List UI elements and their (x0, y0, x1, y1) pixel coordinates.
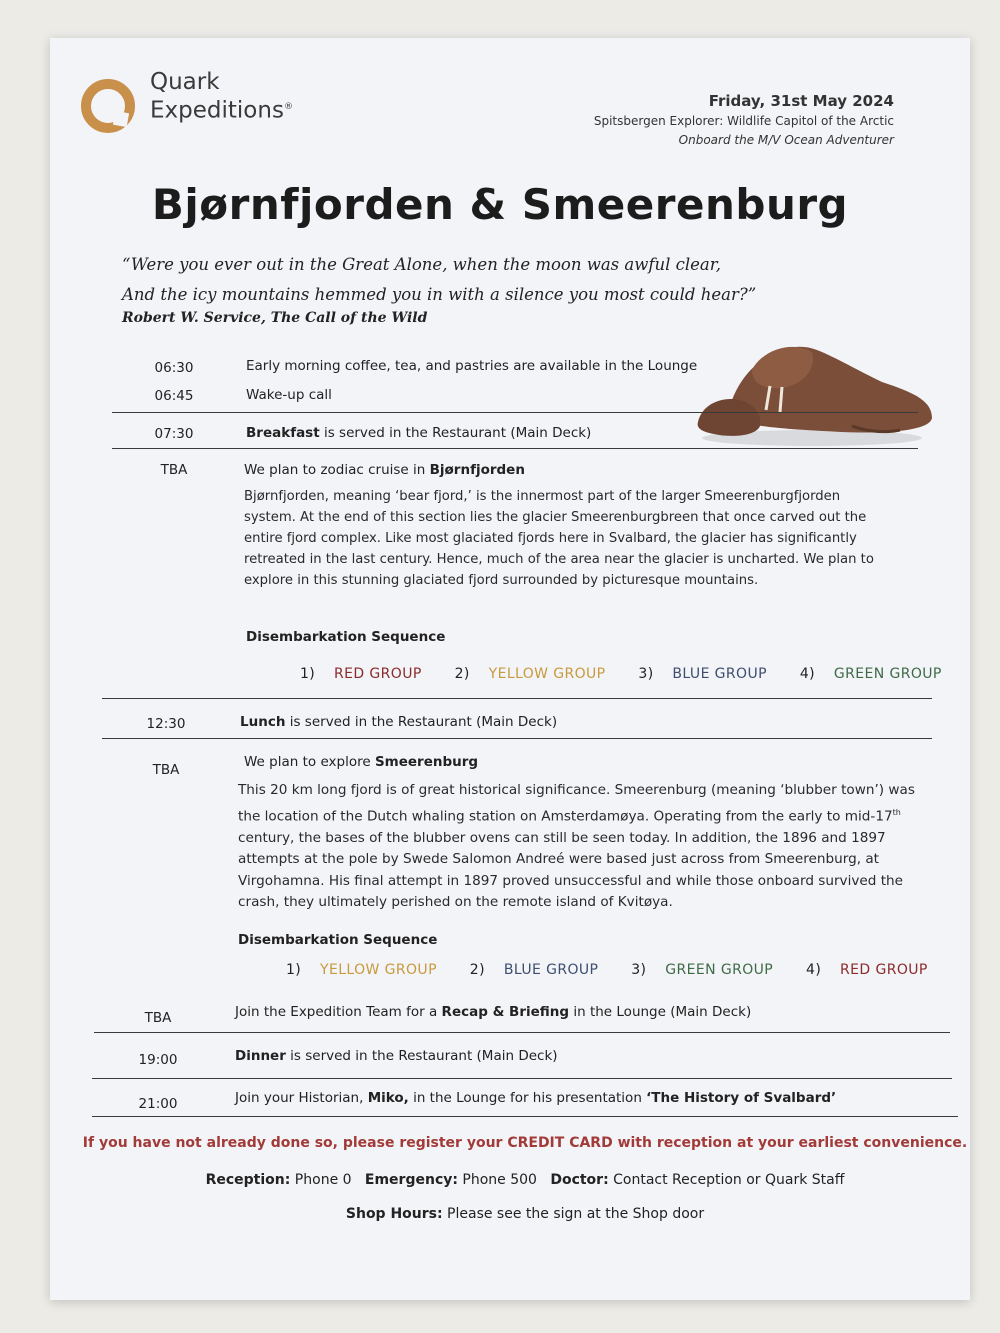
event-coffee: Early morning coffee, tea, and pastries are available in the Lounge (246, 358, 698, 374)
group-blue-label: BLUE GROUP (672, 666, 767, 682)
cruise-place: Bjørnfjorden (429, 462, 525, 478)
contact-info (0, 1172, 1000, 1188)
time-coffee: 06:30 (154, 360, 194, 376)
event-lunch (240, 714, 557, 730)
historian-name: Miko, (367, 1090, 409, 1106)
quark-logo-icon (78, 76, 138, 136)
group-yellow-label: YELLOW GROUP (320, 962, 437, 978)
group-item: 3) GREEN GROUP (631, 962, 774, 978)
credit-card-notice: If you have not already done so, please register your CREDIT CARD with reception at your earliest convenience. (82, 1135, 968, 1151)
reception-label: Reception: (205, 1172, 291, 1188)
page-title: Bjørnfjorden & Smeerenburg (151, 180, 849, 229)
brand-registered: ® (283, 102, 293, 112)
explore-sequence-title: Disembarkation Sequence (238, 932, 438, 948)
lunch-text: is served in the Restaurant (Main Deck) (285, 714, 558, 730)
breakfast-label: Breakfast (246, 425, 320, 441)
divider (112, 412, 918, 413)
shop-hours (0, 1206, 1000, 1222)
cruise-description: Bjørnfjorden, meaning ‘bear fjord,’ is the innermost part of the larger Smeerenburgfjorden system. At the end of this section lies the glacier Smeerenburgbreen that once carved out the entire fjord complex. Like most glaciated fjords here in Svalbard, the glacier has significantly retreated in the last century. Hence, much of the area near the glacier is uncharted. We plan to explore in this stunning glaciated fjord surrounded by picturesque mountains. (244, 489, 874, 588)
trip-name: Spitsbergen Explorer: Wildlife Capitol of the Arctic (593, 114, 894, 128)
emergency-value: Phone 500 (457, 1172, 537, 1188)
time-breakfast: 07:30 (154, 426, 194, 442)
group-blue-label: BLUE GROUP (503, 962, 599, 978)
presentation-title: ‘The History of Svalbard’ (646, 1090, 837, 1106)
event-dinner: Dinner is served in the Restaurant (Main Deck) (235, 1048, 558, 1064)
explore-lead: We plan to explore (244, 754, 375, 770)
group-item: 4) GREEN GROUP (799, 666, 942, 682)
group-yellow-label: YELLOW GROUP (488, 666, 606, 682)
time-recap: TBA (144, 1010, 172, 1026)
group-green-label: GREEN GROUP (833, 666, 942, 682)
recap-label: Recap & Briefing (441, 1004, 570, 1020)
dinner-label: Dinner (235, 1048, 286, 1064)
time-wakeup: 06:45 (154, 388, 194, 404)
walrus-image (692, 330, 940, 448)
group-item: 1) YELLOW GROUP (286, 962, 437, 978)
group-item: 2) BLUE GROUP (469, 962, 599, 978)
group-green-label: GREEN GROUP (665, 962, 774, 978)
cruise-sequence-title: Disembarkation Sequence (246, 629, 446, 645)
brand-name (150, 70, 293, 124)
time-talk: 21:00 (138, 1096, 178, 1112)
time-dinner: 19:00 (138, 1052, 178, 1068)
time-explore: TBA (152, 762, 180, 778)
group-item: 2) YELLOW GROUP (454, 666, 606, 682)
explore-place: Smeerenburg (374, 754, 479, 770)
divider (102, 698, 932, 699)
group-item: 3) BLUE GROUP (638, 666, 767, 682)
event-cruise (244, 462, 525, 478)
doctor-label: Doctor: (550, 1172, 609, 1188)
explore-group-list (286, 962, 956, 978)
time-cruise: TBA (160, 462, 188, 478)
quote-author: Robert W. Service, The Call of the Wild (122, 310, 428, 326)
quote-line-1: “Were you ever out in the Great Alone, when the moon was awful clear, (122, 255, 722, 274)
divider (92, 1116, 958, 1117)
brand-line-2: Expeditions (150, 97, 284, 124)
cruise-lead: We plan to zodiac cruise in (244, 462, 430, 478)
divider (92, 1078, 952, 1079)
shop-value: Please see the sign at the Shop door (442, 1206, 705, 1222)
quote-line-2: And the icy mountains hemmed you in with a silence you most could hear?” (122, 285, 757, 304)
time-lunch: 12:30 (146, 716, 186, 732)
lunch-label: Lunch (240, 714, 286, 730)
event-explore (244, 754, 478, 770)
ship-name: Onboard the M/V Ocean Adventurer (678, 133, 894, 147)
brand-line-1: Quark (150, 69, 220, 95)
group-red-label: RED GROUP (840, 962, 928, 978)
event-breakfast (246, 425, 591, 441)
divider (94, 1032, 950, 1033)
divider (102, 738, 932, 739)
cruise-group-list (300, 666, 970, 682)
doctor-value: Contact Reception or Quark Staff (608, 1172, 845, 1188)
reception-value: Phone 0 (290, 1172, 352, 1188)
group-item: 1) RED GROUP (300, 666, 422, 682)
trip-header (594, 90, 894, 150)
shop-label: Shop Hours: (345, 1206, 443, 1222)
quote (122, 250, 756, 310)
group-item: 4) RED GROUP (806, 962, 928, 978)
divider (112, 448, 918, 449)
breakfast-text: is served in the Restaurant (Main Deck) (319, 425, 592, 441)
event-recap: Join the Expedition Team for a Recap & Briefing in the Lounge (Main Deck) (235, 1004, 752, 1020)
group-red-label: RED GROUP (334, 666, 422, 682)
trip-date: Friday, 31st May 2024 (708, 92, 894, 110)
event-talk: Join your Historian, Miko, in the Lounge for his presentation ‘The History of Svalbard’ (235, 1090, 837, 1106)
explore-description: This 20 km long fjord is of great historical significance. Smeerenburg (meaning ‘blubber town’) was the location of the Dutch whaling station on Amsterdamøya. Operating from the early to mid-17th century, the bases of the blubber ovens can still be seen today. In addition, the 1896 and 1897 attempts at the pole by Swede Salomon Andreé were based just across from Smeerenburg, at Virgohamna. His final attempt in 1897 proved unsuccessful and while those onboard survived the crash, they ultimately perished on the remote island of Kvitøya. (238, 782, 915, 911)
emergency-label: Emergency: (364, 1172, 458, 1188)
event-wakeup: Wake-up call (246, 387, 332, 403)
